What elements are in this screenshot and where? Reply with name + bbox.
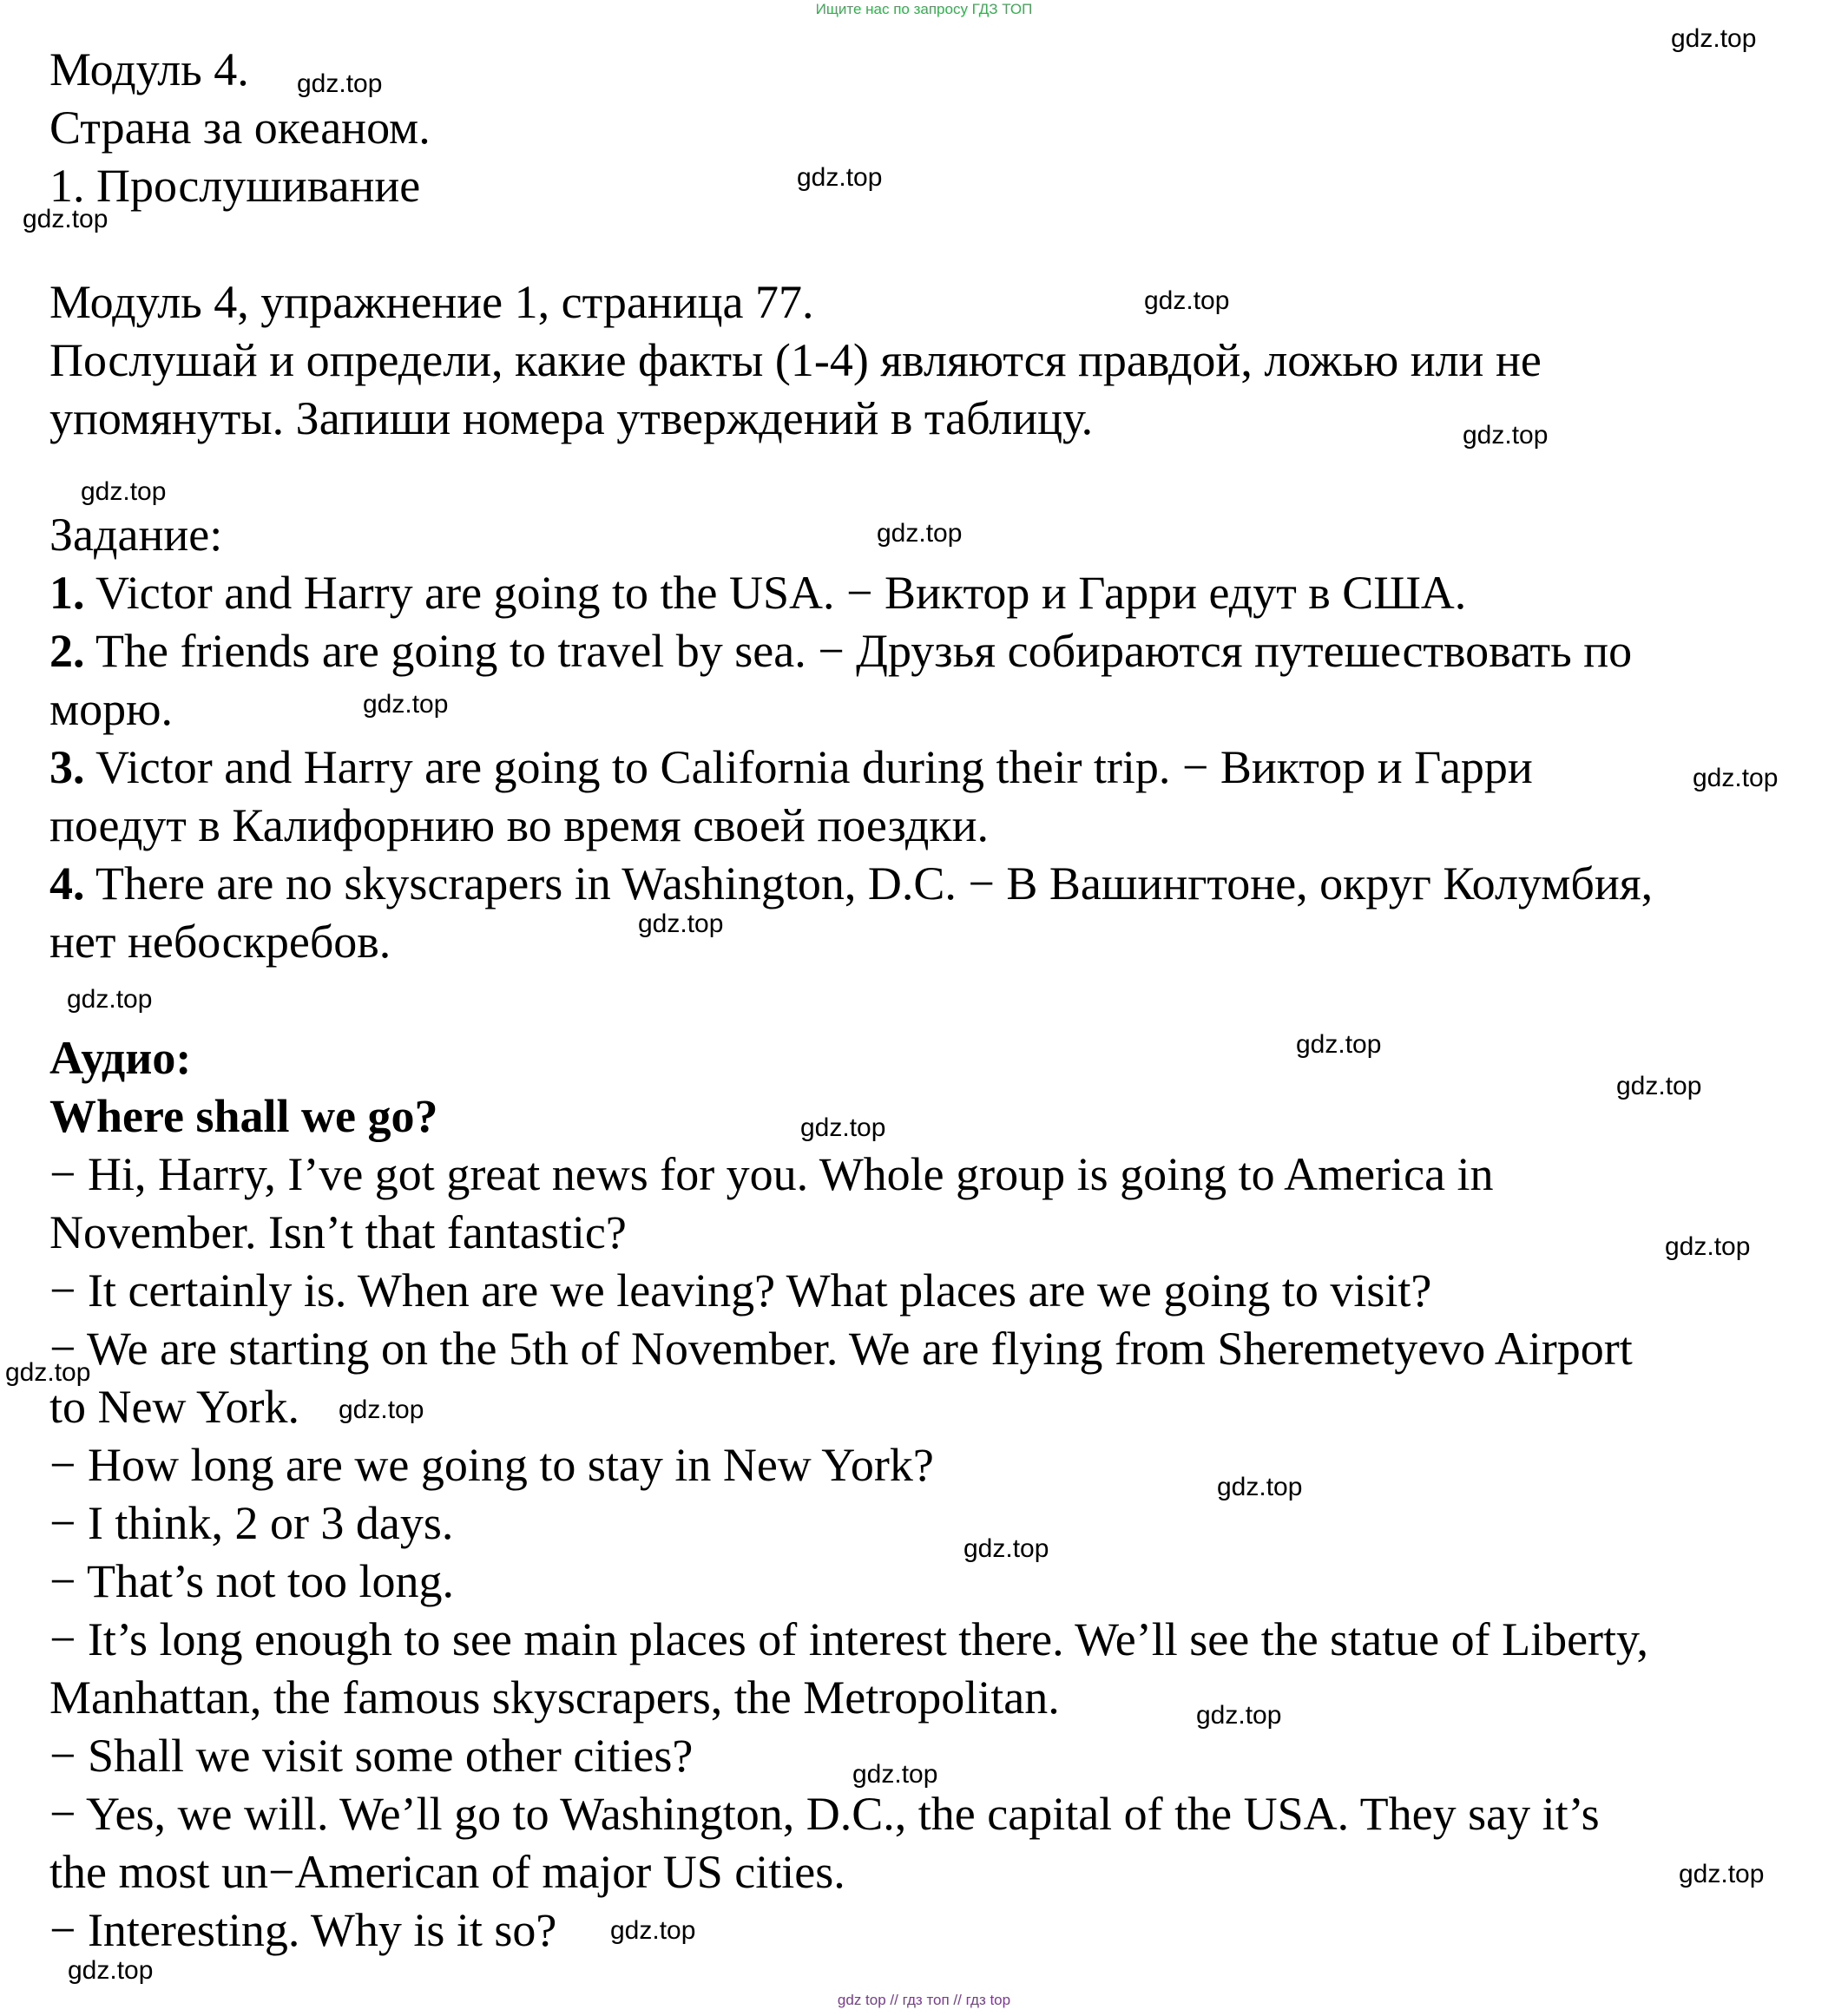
watermark: gdz.top: [81, 477, 167, 506]
statement-text: There are no skyscrapers in Washington, D.C. − В Вашингтоне, округ Колумбия,: [84, 857, 1654, 909]
watermark: gdz.top: [1693, 764, 1779, 792]
statement-3: [49, 739, 1820, 797]
dialogue-line: November. Isn’t that fantastic?: [49, 1206, 627, 1258]
dialogue-line: the most un−American of major US cities.: [49, 1846, 845, 1898]
statement-text: Victor and Harry are going to California during their trip. − Виктор и Гарри: [84, 741, 1533, 793]
module-subtitle: Страна за океаном.: [49, 102, 431, 154]
watermark: gdz.top: [800, 1113, 886, 1142]
dialogue-line: − Interesting. Why is it so?: [49, 1904, 557, 1956]
header-note: Ищите нас по запросу ГДЗ ТОП: [815, 1, 1033, 17]
spacer: [49, 971, 1820, 1029]
statement-number: 1.: [49, 567, 85, 619]
watermark: gdz.top: [1671, 24, 1757, 53]
spacer: [49, 448, 1820, 506]
watermark: gdz.top: [1144, 286, 1230, 315]
instruction-line-1: Послушай и определи, какие факты (1-4) являются правдой, ложью или не: [49, 334, 1542, 386]
exercise-reference: Модуль 4, упражнение 1, страница 77.: [49, 276, 814, 328]
watermark: gdz.top: [852, 1760, 938, 1789]
watermark: gdz.top: [877, 519, 963, 548]
watermark: gdz.top: [638, 909, 724, 938]
watermark: gdz.top: [23, 205, 109, 233]
dialogue-line: − I think, 2 or 3 days.: [49, 1497, 454, 1549]
dialogue-line: Manhattan, the famous skyscrapers, the Metropolitan.: [49, 1671, 1060, 1724]
dialogue-line: − It certainly is. When are we leaving? What places are we going to visit?: [49, 1264, 1432, 1317]
dialogue-line: − Yes, we will. We’ll go to Washington, D.C., the capital of the USA. They say it’s: [49, 1788, 1600, 1840]
statement-text: The friends are going to travel by sea. − Друзья собираются путешествовать по: [84, 625, 1633, 677]
watermark: gdz.top: [1196, 1701, 1282, 1730]
dialogue-line: − Hi, Harry, I’ve got great news for you. Whole group is going to America in: [49, 1148, 1494, 1200]
dialogue-line: − We are starting on the 5th of November. We are flying from Sheremetyevo Airport: [49, 1323, 1633, 1375]
watermark: gdz.top: [363, 690, 449, 719]
statement-number: 4.: [49, 857, 85, 909]
task-heading: Задание:: [49, 509, 223, 561]
instruction-line-2: упомянуты. Запиши номера утверждений в таблицу.: [49, 392, 1094, 444]
watermark: gdz.top: [1463, 421, 1549, 450]
statement-2: [49, 622, 1820, 680]
dialogue-line: − How long are we going to stay in New York?: [49, 1439, 934, 1491]
watermark: gdz.top: [68, 1956, 154, 1985]
watermark: gdz.top: [610, 1916, 696, 1945]
statement-number: 2.: [49, 625, 85, 677]
watermark: gdz.top: [67, 985, 153, 1014]
watermark: gdz.top: [1665, 1232, 1751, 1261]
dialogue-line: − Shall we visit some other cities?: [49, 1730, 694, 1782]
watermark: gdz.top: [1679, 1860, 1765, 1888]
statement-text: Victor and Harry are going to the USA. − Виктор и Гарри едут в США.: [84, 567, 1467, 619]
statement-1: [49, 564, 1820, 622]
statement-2-cont: морю.: [49, 683, 174, 735]
section-title: 1. Прослушивание: [49, 160, 421, 212]
document-body: [49, 41, 1820, 1960]
watermark: gdz.top: [1217, 1473, 1303, 1501]
statement-4-cont: нет небоскребов.: [49, 916, 391, 968]
audio-heading: Аудио:: [49, 1032, 192, 1084]
spacer: [49, 215, 1820, 273]
footer-note: gdz top // гдз топ // гдз top: [837, 1992, 1011, 2008]
dialogue-line: − It’s long enough to see main places of interest there. We’ll see the statue of Liberty,: [49, 1613, 1649, 1665]
watermark: gdz.top: [5, 1358, 91, 1387]
dialogue-line: − That’s not too long.: [49, 1555, 454, 1607]
watermark: gdz.top: [1616, 1072, 1702, 1100]
module-title: Модуль 4.: [49, 43, 249, 95]
watermark: gdz.top: [1296, 1030, 1382, 1059]
statement-3-cont: поедут в Калифорнию во время своей поездки.: [49, 799, 989, 851]
watermark: gdz.top: [339, 1395, 424, 1424]
watermark: gdz.top: [963, 1534, 1049, 1563]
statement-number: 3.: [49, 741, 85, 793]
watermark: gdz.top: [797, 163, 883, 192]
watermark: gdz.top: [297, 69, 383, 98]
statement-4: [49, 855, 1820, 913]
dialogue-line: to New York.: [49, 1381, 300, 1433]
audio-title: Where shall we go?: [49, 1090, 438, 1142]
